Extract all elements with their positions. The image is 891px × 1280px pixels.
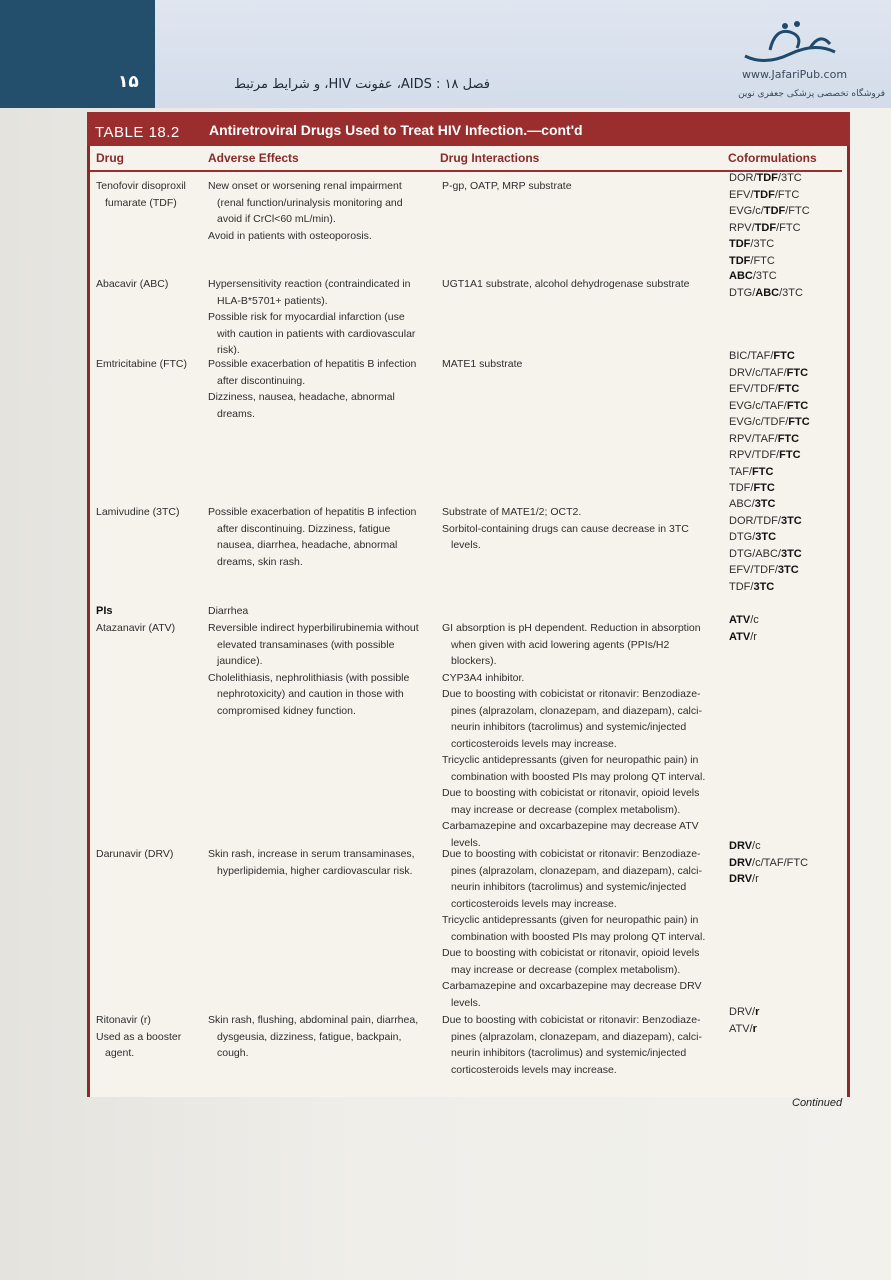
coformulation-drug: 3TC — [780, 514, 802, 527]
drug-interactions-line: UGT1A1 substrate, alcohol dehydrogenase substrate — [442, 278, 690, 290]
coformulation-drug: FTC — [788, 416, 810, 428]
coformulation-prefix: EVG/c/TDF/ — [729, 416, 789, 428]
coformulation-drug: FTC — [786, 366, 809, 379]
coformulation-drug: 3TC — [777, 564, 799, 576]
adverse-effects-line: Possible exacerbation of hepatitis B infection — [208, 506, 417, 518]
drug-interactions-line: levels. — [451, 539, 481, 551]
drug-interactions-line: Tricyclic antidepressants (given for neuropathic pain) in — [442, 914, 699, 926]
adverse-effects-line: Cholelithiasis, nephrolithiasis (with possible — [208, 671, 410, 684]
coformulation-drug: 3TC — [780, 547, 802, 560]
coformulation-item — [729, 414, 839, 431]
coformulation-drug: TDF — [754, 221, 777, 234]
adverse-effects-line: New onset or worsening renal impairment — [208, 180, 402, 192]
drug-interactions-line: Due to boosting with cobicistat or ritonavir: Benzodiaze- — [442, 688, 701, 700]
coformulation-drug: TDF — [729, 238, 751, 250]
coformulation-drug: FTC — [753, 482, 775, 494]
coformulation-prefix: DOR/TDF/ — [729, 514, 781, 527]
coformulations — [729, 268, 839, 301]
drug-name — [96, 846, 204, 863]
drug-interactions-line: Due to boosting with cobicistat or ritonavir, opioid levels — [442, 947, 700, 959]
coformulation-prefix: DTG/ — [729, 286, 756, 299]
coformulation-suffix: /3TC — [777, 172, 802, 184]
drug-interactions-line: Carbamazepine and oxcarbazepine may decrease ATV — [442, 820, 699, 832]
coformulation-drug: 3TC — [753, 580, 775, 593]
coformulation-drug: DRV — [729, 840, 753, 852]
drug-interactions-line: levels. — [451, 836, 481, 849]
coformulation-prefix: RPV/ — [729, 221, 755, 234]
coformulation-prefix: RPV/TAF/ — [729, 432, 778, 445]
coformulation-item — [729, 546, 839, 563]
drug-interactions-line: Due to boosting with cobicistat or ritonavir, opioid levels — [442, 787, 700, 799]
coformulation-item — [729, 285, 839, 302]
continued-note: Continued — [792, 1097, 843, 1109]
coformulation-prefix: TDF/ — [729, 580, 754, 593]
drug-interactions — [442, 276, 722, 293]
drug-interactions-line: Carbamazepine and oxcarbazepine may decrease DRV — [442, 980, 702, 992]
drug-name — [96, 276, 204, 293]
coformulation-item — [729, 236, 839, 253]
drug-interactions-line: Sorbitol-containing drugs can cause decrease in 3TC — [442, 522, 689, 535]
adverse-effects-line: dreams. — [217, 407, 255, 420]
adverse-effects-line: after discontinuing. Dizziness, fatigue — [217, 522, 391, 535]
drug-interactions-line: corticosteroids levels may increase. — [451, 737, 617, 750]
coformulation-drug: TDF — [763, 205, 786, 217]
adverse-effects-line: cough. — [217, 1047, 249, 1059]
coformulation-drug: FTC — [786, 399, 809, 412]
coformulation-prefix: EFV/TDF/ — [729, 383, 778, 395]
coformulation-prefix: ABC/ — [729, 498, 755, 510]
drug-interactions-line: combination with boosted PIs may prolong QT interval. — [451, 930, 706, 943]
coformulation-prefix: EFV/ — [729, 188, 754, 201]
coformulation-prefix: BIC/TAF/ — [729, 350, 774, 362]
coformulation-prefix: TAF/ — [729, 465, 753, 478]
adverse-effects-line: dysgeusia, dizziness, fatigue, backpain, — [217, 1030, 402, 1043]
adverse-effects — [208, 620, 436, 719]
adverse-effects-line: elevated transaminases (with possible — [217, 638, 395, 651]
coformulation-item — [729, 1004, 839, 1021]
coformulation-item — [729, 431, 839, 448]
drug-name — [96, 1012, 204, 1062]
drug-interactions — [442, 504, 722, 554]
adverse-effects-line: with caution in patients with cardiovascular — [217, 327, 416, 340]
adverse-effects-line: risk). — [217, 344, 240, 356]
coformulation-drug: FTC — [777, 432, 800, 445]
coformulation-drug: FTC — [777, 383, 800, 395]
drug-interactions-line: blockers). — [451, 655, 497, 667]
coformulation-prefix: EVG/c/TAF/ — [729, 399, 787, 412]
coformulation-suffix: /FTC — [785, 205, 810, 217]
coformulation-drug: 3TC — [754, 498, 776, 510]
adverse-effects — [208, 846, 436, 879]
coformulation-prefix: TDF/ — [729, 482, 754, 494]
coformulation-item — [729, 562, 839, 579]
coformulation-item — [729, 381, 839, 398]
adverse-effects-line: (renal function/urinalysis monitoring and — [217, 196, 403, 209]
coformulation-drug: TDF — [729, 254, 751, 267]
coformulation-item — [729, 579, 839, 596]
coformulation-drug: DRV — [729, 873, 753, 885]
drug-interactions-line: Tricyclic antidepressants (given for neuropathic pain) in — [442, 754, 699, 766]
coformulations — [729, 496, 839, 595]
coformulation-suffix: /c — [750, 614, 759, 626]
coformulation-drug: r — [752, 1022, 757, 1035]
coformulation-item — [729, 871, 839, 888]
column-header-drug: Drug — [96, 151, 124, 165]
coformulation-item — [729, 348, 839, 365]
coformulation-drug: TDF — [756, 172, 778, 184]
coformulations — [729, 348, 839, 497]
coformulations — [729, 170, 839, 269]
publisher-url: www.JafariPub.com — [742, 68, 848, 81]
coformulation-item — [729, 1021, 839, 1038]
coformulations — [729, 838, 839, 888]
adverse-effects — [208, 356, 436, 422]
adverse-effects-line: compromised kidney function. — [217, 704, 356, 717]
publisher-name: فروشگاه تخصصی پزشکی جعفری نوین — [738, 89, 885, 99]
drug-name — [96, 178, 204, 211]
coformulation-item — [729, 253, 839, 270]
coformulation-drug: r — [755, 1006, 760, 1018]
coformulation-item — [729, 220, 839, 237]
coformulation-drug: FTC — [752, 465, 774, 478]
coformulation-suffix: /FTC — [750, 254, 775, 267]
drug-interactions-line: corticosteroids levels may increase. — [451, 1063, 617, 1076]
coformulation-drug: 3TC — [755, 531, 777, 543]
drug-class-effect: Diarrhea — [208, 605, 249, 617]
adverse-effects — [208, 276, 436, 359]
adverse-effects — [208, 504, 436, 570]
coformulation-suffix: /r — [750, 630, 757, 643]
drug-interactions-line: neurin inhibitors (tacrolimus) and systemic/injected — [451, 881, 687, 893]
coformulation-item — [729, 187, 839, 204]
adverse-effects-line: HLA-B*5701+ patients). — [217, 294, 328, 307]
adverse-effects — [208, 178, 436, 244]
drug-interactions-line: corticosteroids levels may increase. — [451, 897, 617, 910]
drug-name — [96, 504, 204, 521]
drug-interactions-line: pines (alprazolam, clonazepam, and diazepam), calci- — [451, 1030, 702, 1043]
drug-interactions-line: Substrate of MATE1/2; OCT2. — [442, 506, 582, 518]
table-number: TABLE 18.2 — [95, 124, 180, 141]
drug-interactions-line: neurin inhibitors (tacrolimus) and systemic/injected — [451, 1047, 687, 1059]
coformulation-item — [729, 629, 839, 646]
adverse-effects-line: after discontinuing. — [217, 374, 306, 387]
drug-interactions — [442, 178, 722, 195]
drug-interactions-line: may increase or decrease (complex metabolism). — [451, 963, 681, 976]
drug-interactions — [442, 620, 722, 851]
adverse-effects-line: hyperlipidemia, higher cardiovascular risk. — [217, 864, 413, 877]
coformulation-item — [729, 496, 839, 513]
coformulation-suffix: /FTC — [776, 221, 801, 234]
coformulation-prefix: RPV/TDF/ — [729, 449, 780, 461]
coformulation-item — [729, 464, 839, 481]
coformulation-suffix: /c/TAF/FTC — [752, 856, 809, 869]
drug-interactions-line: pines (alprazolam, clonazepam, and diazepam), calci- — [451, 864, 702, 877]
adverse-effects-line: nausea, diarrhea, headache, abnormal — [217, 539, 398, 551]
drug-class-label: PIs — [96, 605, 113, 617]
drug-interactions-line: levels. — [451, 996, 481, 1009]
drug-name-line: Used as a booster — [96, 1030, 182, 1043]
drug-interactions — [442, 1012, 722, 1078]
adverse-effects-line: Skin rash, flushing, abdominal pain, diarrhea, — [208, 1014, 419, 1026]
adverse-effects-line: Reversible indirect hyperbilirubinemia without — [208, 622, 419, 634]
adverse-effects-line: Skin rash, increase in serum transaminases, — [208, 848, 415, 860]
drug-interactions-line: CYP3A4 inhibitor. — [442, 671, 525, 684]
coformulations — [729, 1004, 839, 1037]
column-header-drug-interactions: Drug Interactions — [440, 151, 540, 165]
coformulation-drug: ATV — [729, 614, 751, 626]
adverse-effects-line: jaundice). — [217, 655, 263, 667]
adverse-effects-line: Possible risk for myocardial infarction (use — [208, 311, 405, 323]
table-title: Antiretroviral Drugs Used to Treat HIV Infection.—cont'd — [209, 122, 583, 138]
drug-interactions-line: Due to boosting with cobicistat or ritonavir: Benzodiaze- — [442, 848, 701, 860]
adverse-effects-line: Dizziness, nausea, headache, abnormal — [208, 391, 395, 403]
coformulation-item — [729, 398, 839, 415]
coformulation-item — [729, 480, 839, 497]
coformulation-prefix: EVG/c/ — [729, 205, 764, 217]
coformulation-drug: TDF — [753, 188, 775, 201]
drug-name-line: Tenofovir disoproxil — [96, 180, 186, 192]
coformulation-drug: FTC — [773, 350, 795, 362]
coformulation-prefix: DTG/ — [729, 531, 756, 543]
coformulation-item — [729, 838, 839, 855]
drug-name-line: Abacavir (ABC) — [96, 278, 169, 290]
adverse-effects-line: Possible exacerbation of hepatitis B infection — [208, 358, 417, 370]
drug-interactions-line: MATE1 substrate — [442, 358, 523, 370]
adverse-effects-line: Avoid in patients with osteoporosis. — [208, 229, 372, 242]
coformulation-item — [729, 447, 839, 464]
coformulation-item — [729, 268, 839, 285]
coformulation-drug: FTC — [779, 449, 801, 461]
coformulation-prefix: ATV/ — [729, 1022, 753, 1035]
coformulation-prefix: DRV/c/TAF/ — [729, 366, 787, 379]
coformulation-item — [729, 529, 839, 546]
coformulation-prefix: DOR/ — [729, 172, 757, 184]
publisher-logo-icon — [735, 18, 845, 68]
drug-interactions — [442, 846, 722, 1011]
coformulation-item — [729, 365, 839, 382]
coformulation-drug: ABC — [755, 286, 780, 299]
coformulation-item — [729, 203, 839, 220]
adverse-effects-line: Hypersensitivity reaction (contraindicated in — [208, 278, 411, 290]
coformulation-item — [729, 612, 839, 629]
drug-name — [96, 356, 204, 373]
drug-interactions-line: pines (alprazolam, clonazepam, and diazepam), calci- — [451, 704, 702, 717]
drug-interactions-line: neurin inhibitors (tacrolimus) and systemic/injected — [451, 721, 687, 733]
coformulation-item — [729, 170, 839, 187]
coformulation-suffix: /3TC — [750, 238, 775, 250]
coformulation-prefix: DTG/ABC/ — [729, 547, 781, 560]
drug-name — [96, 620, 204, 637]
drug-interactions-line: GI absorption is pH dependent. Reduction in absorption — [442, 622, 701, 634]
adverse-effects — [208, 1012, 436, 1062]
drug-name-line: agent. — [105, 1047, 135, 1059]
drug-name-line: fumarate (TDF) — [105, 196, 177, 209]
drug-interactions-line: Due to boosting with cobicistat or ritonavir: Benzodiaze- — [442, 1014, 701, 1026]
drug-name-line: Lamivudine (3TC) — [96, 506, 180, 518]
adverse-effects-line: dreams, skin rash. — [217, 555, 303, 568]
coformulation-item — [729, 855, 839, 872]
coformulation-suffix: /3TC — [779, 286, 803, 299]
coformulation-drug: ATV — [729, 630, 751, 643]
adverse-effects-line: avoid if CrCl<60 mL/min). — [217, 213, 336, 225]
coformulations — [729, 612, 839, 645]
column-header-adverse-effects: Adverse Effects — [208, 151, 299, 165]
drug-interactions-line: combination with boosted PIs may prolong QT interval. — [451, 770, 706, 783]
adverse-effects-line: nephrotoxicity) and caution in those with — [217, 688, 404, 700]
drug-name-line: Emtricitabine (FTC) — [96, 358, 188, 370]
page-number: ۱۵ — [118, 72, 139, 92]
coformulation-suffix: /3TC — [752, 270, 777, 282]
drug-name-line: Ritonavir (r) — [96, 1014, 151, 1026]
table-title-bar — [87, 112, 850, 146]
coformulation-prefix: EFV/TDF/ — [729, 564, 778, 576]
chapter-title: فصل ۱۸ : AIDS، عفونت HIV، و شرایط مرتبط — [233, 77, 490, 92]
coformulation-drug: ABC — [729, 270, 753, 282]
coformulation-prefix: DRV/ — [729, 1006, 756, 1018]
coformulation-suffix: /c — [752, 840, 761, 852]
drug-name-line: Darunavir (DRV) — [96, 848, 174, 860]
drug-interactions — [442, 356, 722, 373]
column-header-coformulations: Coformulations — [728, 151, 817, 165]
coformulation-suffix: /FTC — [774, 188, 800, 201]
coformulation-drug: DRV — [729, 856, 753, 869]
drug-interactions-line: when given with acid lowering agents (PPIs/H2 — [451, 638, 670, 651]
coformulation-suffix: /r — [752, 873, 759, 885]
drug-name-line: Atazanavir (ATV) — [96, 622, 176, 634]
coformulation-item — [729, 513, 839, 530]
drug-interactions-line: may increase or decrease (complex metabolism). — [451, 803, 681, 816]
drug-interactions-line: P-gp, OATP, MRP substrate — [442, 180, 572, 192]
